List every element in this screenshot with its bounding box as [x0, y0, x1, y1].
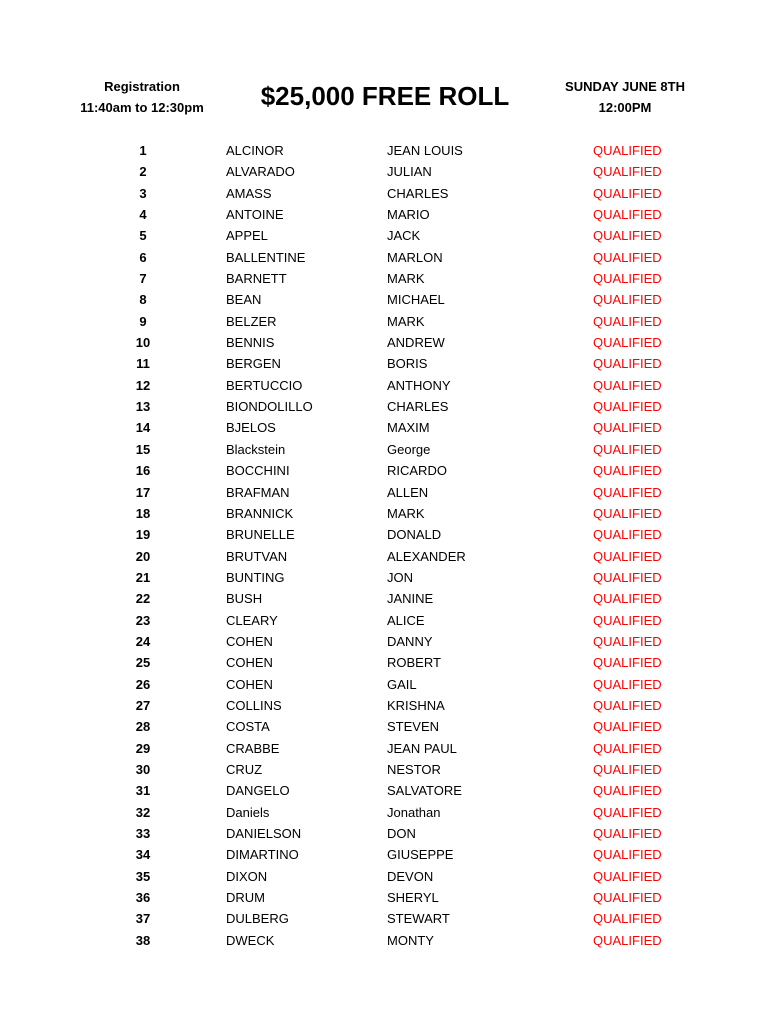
- player-first-name: GIUSEPPE: [387, 847, 454, 863]
- player-status: QUALIFIED: [593, 207, 662, 223]
- player-last-name: COLLINS: [226, 697, 282, 713]
- player-number: 1: [139, 143, 147, 158]
- player-row: [0, 247, 768, 268]
- player-number: 33: [135, 826, 151, 841]
- player-last-name: BJELOS: [226, 420, 276, 436]
- player-first-name: MARIO: [387, 207, 430, 223]
- player-row: [0, 183, 768, 204]
- player-number: 17: [135, 484, 151, 500]
- player-first-name: SALVATORE: [387, 783, 462, 799]
- player-first-name: DEVON: [387, 868, 434, 884]
- player-row: [0, 631, 768, 652]
- player-number: 3: [139, 185, 147, 201]
- player-number: 2: [139, 164, 147, 180]
- player-number: 10: [135, 335, 151, 351]
- player-row: [0, 802, 768, 823]
- player-list: [0, 140, 768, 951]
- player-first-name: STEWART: [387, 911, 450, 927]
- player-first-name: BORIS: [387, 356, 428, 372]
- player-first-name: NESTOR: [387, 761, 441, 777]
- player-first-name: MARK: [387, 271, 425, 287]
- player-status: QUALIFIED: [593, 335, 662, 351]
- player-number: 38: [135, 932, 151, 948]
- player-status: QUALIFIED: [593, 377, 662, 393]
- player-first-name: SHERYL: [387, 890, 439, 906]
- player-number: 35: [135, 868, 151, 884]
- player-number: 22: [135, 591, 151, 607]
- player-last-name: BOCCHINI: [226, 463, 290, 479]
- player-last-name: COSTA: [226, 719, 270, 735]
- player-number: 15: [135, 441, 151, 457]
- player-row: [0, 546, 768, 567]
- player-number: 29: [135, 740, 151, 756]
- event-datetime: [555, 76, 695, 118]
- player-status: QUALIFIED: [593, 569, 662, 585]
- player-number: 9: [139, 313, 147, 329]
- player-row: [0, 759, 768, 780]
- player-status: QUALIFIED: [593, 932, 662, 948]
- player-row: [0, 610, 768, 631]
- player-row: [0, 567, 768, 588]
- player-row: [0, 460, 768, 481]
- registration-info: [72, 76, 212, 118]
- player-number: 36: [135, 890, 151, 906]
- player-first-name: CHARLES: [387, 399, 449, 415]
- player-last-name: BERTUCCIO: [226, 377, 303, 393]
- player-first-name: MARK: [387, 313, 425, 329]
- player-number: 34: [135, 847, 151, 863]
- player-status: QUALIFIED: [593, 356, 662, 372]
- player-last-name: ANTOINE: [226, 207, 284, 223]
- player-last-name: BIONDOLILLO: [226, 399, 313, 415]
- player-status: QUALIFIED: [593, 761, 662, 777]
- player-status: QUALIFIED: [593, 463, 662, 479]
- player-first-name: ANDREW: [387, 335, 445, 351]
- player-status: QUALIFIED: [593, 826, 662, 841]
- player-status: QUALIFIED: [593, 868, 662, 884]
- player-number: 31: [135, 783, 151, 799]
- player-last-name: CRUZ: [226, 761, 263, 777]
- player-status: QUALIFIED: [593, 847, 662, 863]
- player-row: [0, 695, 768, 716]
- player-status: QUALIFIED: [593, 633, 662, 649]
- player-row: [0, 161, 768, 182]
- player-row: [0, 844, 768, 865]
- player-first-name: ALEXANDER: [387, 548, 466, 564]
- player-row: [0, 417, 768, 438]
- player-number: 8: [139, 292, 147, 308]
- player-status: QUALIFIED: [593, 890, 662, 906]
- player-row: [0, 866, 768, 887]
- player-status: QUALIFIED: [593, 420, 662, 436]
- player-first-name: MAXIM: [387, 420, 430, 436]
- player-row: [0, 482, 768, 503]
- event-date: SUNDAY JUNE 8TH: [565, 79, 685, 94]
- player-last-name: COHEN: [226, 676, 273, 692]
- player-last-name: DIMARTINO: [226, 847, 299, 863]
- registration-label: Registration: [104, 79, 180, 94]
- player-first-name: MARK: [387, 505, 425, 521]
- player-last-name: BALLENTINE: [226, 249, 306, 265]
- player-number: 28: [135, 719, 151, 735]
- player-row: [0, 439, 768, 460]
- player-first-name: George: [387, 441, 431, 457]
- player-row: [0, 674, 768, 695]
- player-number: 24: [135, 633, 151, 649]
- player-last-name: BUSH: [226, 591, 263, 607]
- player-number: 11: [136, 356, 150, 372]
- player-first-name: RICARDO: [387, 463, 447, 479]
- player-number: 23: [135, 612, 151, 628]
- player-last-name: APPEL: [226, 228, 268, 244]
- player-status: QUALIFIED: [593, 505, 662, 521]
- player-row: [0, 289, 768, 310]
- player-last-name: Daniels: [226, 804, 270, 820]
- player-last-name: CLEARY: [226, 612, 278, 628]
- player-status: QUALIFIED: [593, 164, 662, 180]
- player-first-name: DON: [387, 826, 416, 841]
- player-status: QUALIFIED: [593, 185, 662, 201]
- player-number: 20: [135, 548, 151, 564]
- player-row: [0, 780, 768, 801]
- player-number: 18: [135, 505, 151, 521]
- player-row: [0, 908, 768, 929]
- player-status: QUALIFIED: [593, 783, 662, 799]
- player-first-name: DONALD: [387, 527, 442, 543]
- player-last-name: BUNTING: [226, 569, 285, 585]
- player-last-name: AMASS: [226, 185, 272, 201]
- player-last-name: DIXON: [226, 868, 268, 884]
- player-first-name: JEAN PAUL: [387, 740, 457, 756]
- player-row: [0, 652, 768, 673]
- player-first-name: DANNY: [387, 633, 433, 649]
- player-last-name: BERGEN: [226, 356, 281, 372]
- player-row: [0, 396, 768, 417]
- player-number: 12: [135, 377, 151, 393]
- player-row: [0, 204, 768, 225]
- registration-time: 11:40am to 12:30pm: [80, 100, 204, 115]
- player-first-name: JACK: [387, 228, 421, 244]
- player-first-name: ALICE: [387, 612, 425, 628]
- player-first-name: JON: [387, 569, 413, 585]
- player-status: QUALIFIED: [593, 804, 662, 820]
- player-last-name: BRAFMAN: [226, 484, 290, 500]
- player-last-name: BEAN: [226, 292, 262, 308]
- player-number: 19: [135, 527, 151, 543]
- player-last-name: COHEN: [226, 655, 273, 671]
- player-last-name: DWECK: [226, 932, 275, 948]
- player-row: [0, 332, 768, 353]
- player-row: [0, 823, 768, 844]
- player-last-name: CRABBE: [226, 740, 280, 756]
- player-row: [0, 887, 768, 908]
- player-first-name: MONTY: [387, 932, 434, 948]
- player-first-name: JEAN LOUIS: [387, 143, 463, 158]
- player-status: QUALIFIED: [593, 292, 662, 308]
- player-number: 5: [139, 228, 147, 244]
- player-number: 21: [135, 569, 151, 585]
- player-number: 4: [139, 207, 147, 223]
- player-number: 30: [135, 761, 151, 777]
- player-last-name: DANGELO: [226, 783, 290, 799]
- player-number: 6: [139, 249, 147, 265]
- player-last-name: ALVARADO: [226, 164, 295, 180]
- player-last-name: BELZER: [226, 313, 277, 329]
- player-first-name: MARLON: [387, 249, 443, 265]
- player-number: 7: [139, 271, 147, 287]
- player-number: 27: [135, 697, 151, 713]
- player-status: QUALIFIED: [593, 676, 662, 692]
- player-first-name: JANINE: [387, 591, 434, 607]
- player-first-name: JULIAN: [387, 164, 432, 180]
- player-status: QUALIFIED: [593, 143, 662, 158]
- player-status: QUALIFIED: [593, 697, 662, 713]
- player-last-name: ALCINOR: [226, 143, 284, 158]
- player-last-name: BARNETT: [226, 271, 287, 287]
- player-status: QUALIFIED: [593, 527, 662, 543]
- player-status: QUALIFIED: [593, 399, 662, 415]
- player-last-name: DRUM: [226, 890, 265, 906]
- player-status: QUALIFIED: [593, 612, 662, 628]
- player-number: 14: [135, 420, 151, 436]
- player-row: [0, 225, 768, 246]
- player-number: 37: [135, 911, 151, 927]
- player-last-name: DANIELSON: [226, 826, 302, 841]
- player-first-name: GAIL: [387, 676, 417, 692]
- player-row: [0, 738, 768, 759]
- player-status: QUALIFIED: [593, 228, 662, 244]
- player-status: QUALIFIED: [593, 313, 662, 329]
- player-last-name: BENNIS: [226, 335, 275, 351]
- player-number: 16: [135, 463, 151, 479]
- player-number: 26: [135, 676, 151, 692]
- player-last-name: BRUTVAN: [226, 548, 288, 564]
- player-number: 32: [135, 804, 151, 820]
- player-row: [0, 268, 768, 289]
- player-row: [0, 588, 768, 609]
- player-status: QUALIFIED: [593, 655, 662, 671]
- event-time: 12:00PM: [598, 100, 652, 115]
- player-status: QUALIFIED: [593, 441, 662, 457]
- player-first-name: STEVEN: [387, 719, 440, 735]
- player-first-name: MICHAEL: [387, 292, 445, 308]
- player-first-name: ROBERT: [387, 655, 441, 671]
- player-row: [0, 503, 768, 524]
- player-first-name: ALLEN: [387, 484, 429, 500]
- player-last-name: BRUNELLE: [226, 527, 295, 543]
- player-first-name: CHARLES: [387, 185, 449, 201]
- player-last-name: DULBERG: [226, 911, 289, 927]
- player-first-name: Jonathan: [387, 804, 441, 820]
- player-number: 25: [135, 655, 151, 671]
- player-status: QUALIFIED: [593, 271, 662, 287]
- player-row: [0, 311, 768, 332]
- player-status: QUALIFIED: [593, 591, 662, 607]
- player-row: [0, 353, 768, 374]
- player-status: QUALIFIED: [593, 548, 662, 564]
- player-status: QUALIFIED: [593, 911, 662, 927]
- player-row: [0, 716, 768, 737]
- player-first-name: ANTHONY: [387, 377, 451, 393]
- player-last-name: BRANNICK: [226, 505, 294, 521]
- player-number: 13: [135, 399, 151, 415]
- player-row: [0, 140, 768, 161]
- page-title: $25,000 FREE ROLL: [260, 81, 510, 111]
- player-row: [0, 524, 768, 545]
- player-status: QUALIFIED: [593, 740, 662, 756]
- player-status: QUALIFIED: [593, 249, 662, 265]
- player-first-name: KRISHNA: [387, 697, 445, 713]
- player-status: QUALIFIED: [593, 484, 662, 500]
- player-row: [0, 930, 768, 951]
- player-last-name: Blackstein: [226, 441, 286, 457]
- page-header: [0, 76, 768, 126]
- player-status: QUALIFIED: [593, 719, 662, 735]
- player-row: [0, 375, 768, 396]
- player-last-name: COHEN: [226, 633, 273, 649]
